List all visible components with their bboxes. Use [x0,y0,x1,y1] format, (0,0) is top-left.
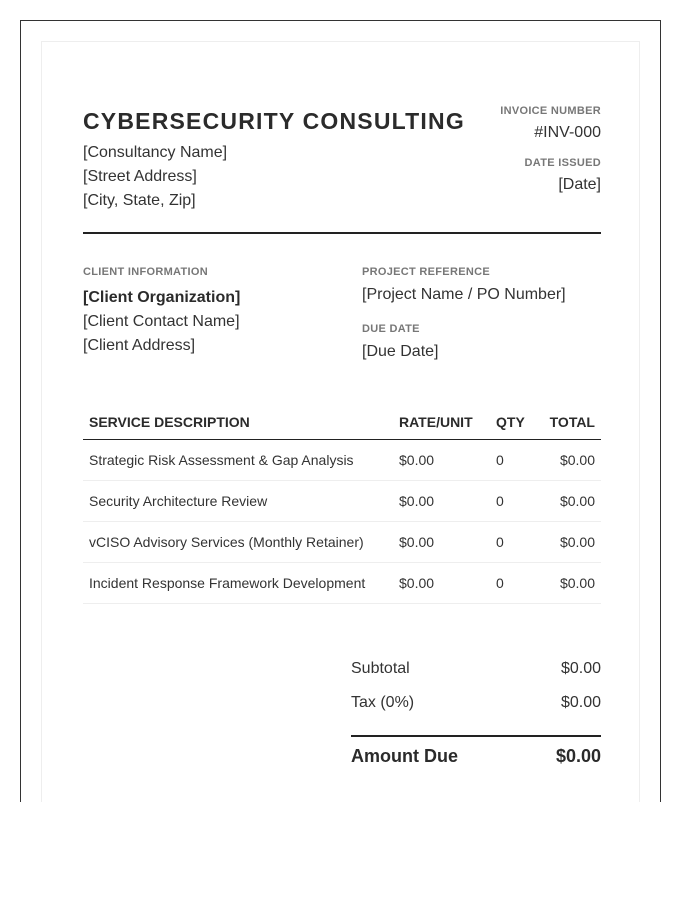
tax-label: Tax (0%) [351,694,415,711]
row-rate: $0.00 [399,452,435,468]
row-qty: 0 [496,452,504,468]
row-qty: 0 [496,493,504,509]
city-state-zip: [City, State, Zip] [83,192,196,209]
date-issued-label: DATE ISSUED [524,157,601,169]
date-issued: [Date] [558,176,601,193]
services-table [83,411,601,604]
table-row [83,522,601,563]
row-qty: 0 [496,575,504,591]
table-row [83,440,601,481]
project-information [362,266,602,361]
row-total: $0.00 [559,452,595,468]
invoice-header [83,87,601,232]
date-issued-block [500,157,601,194]
row-qty: 0 [496,534,504,550]
amount-due-label: Amount Due [351,746,458,766]
amount-due-row [351,737,601,773]
subtotal-value: $0.00 [560,660,601,677]
due-date-label: DUE DATE [362,323,420,335]
due-date: [Due Date] [362,343,439,360]
invoice-number: #INV-000 [534,124,601,141]
invoice-page [41,41,640,802]
header-qty: QTY [496,414,525,430]
invoice-number-block [500,105,601,142]
client-address: [Client Address] [83,337,196,354]
header-description: SERVICE DESCRIPTION [89,414,250,430]
amount-due-value: $0.00 [555,746,601,766]
client-details [83,286,353,358]
company-address [83,141,227,213]
table-row [83,481,601,522]
row-total: $0.00 [559,534,595,550]
subtotal-label: Subtotal [351,660,410,677]
tax-value: $0.00 [560,694,601,711]
table-header [83,411,601,440]
client-organization: [Client Organization] [83,289,241,306]
row-description: Incident Response Framework Development [89,575,366,591]
invoice-number-label: INVOICE NUMBER [500,105,601,117]
totals-section [351,652,601,773]
client-contact: [Client Contact Name] [83,313,240,330]
row-total: $0.00 [559,493,595,509]
row-rate: $0.00 [399,575,435,591]
project-reference: [Project Name / PO Number] [362,286,566,303]
tax-row [351,686,601,720]
header-total: TOTAL [549,414,595,430]
row-total: $0.00 [559,575,595,591]
consultancy-name: [Consultancy Name] [83,144,228,161]
document-frame [20,20,661,802]
company-name: CYBERSECURITY CONSULTING [83,108,465,134]
client-info-label: CLIENT INFORMATION [83,266,208,278]
project-reference-label: PROJECT REFERENCE [362,266,490,278]
row-description: Security Architecture Review [89,493,268,509]
header-divider [83,232,601,234]
invoice-meta [500,105,601,194]
row-rate: $0.00 [399,534,435,550]
row-rate: $0.00 [399,493,435,509]
table-row [83,563,601,604]
row-description: Strategic Risk Assessment & Gap Analysis [89,452,354,468]
row-description: vCISO Advisory Services (Monthly Retainer) [89,534,364,550]
street-address: [Street Address] [83,168,197,185]
client-information [83,266,353,358]
subtotal-row [351,652,601,686]
header-rate: RATE/UNIT [399,414,473,430]
